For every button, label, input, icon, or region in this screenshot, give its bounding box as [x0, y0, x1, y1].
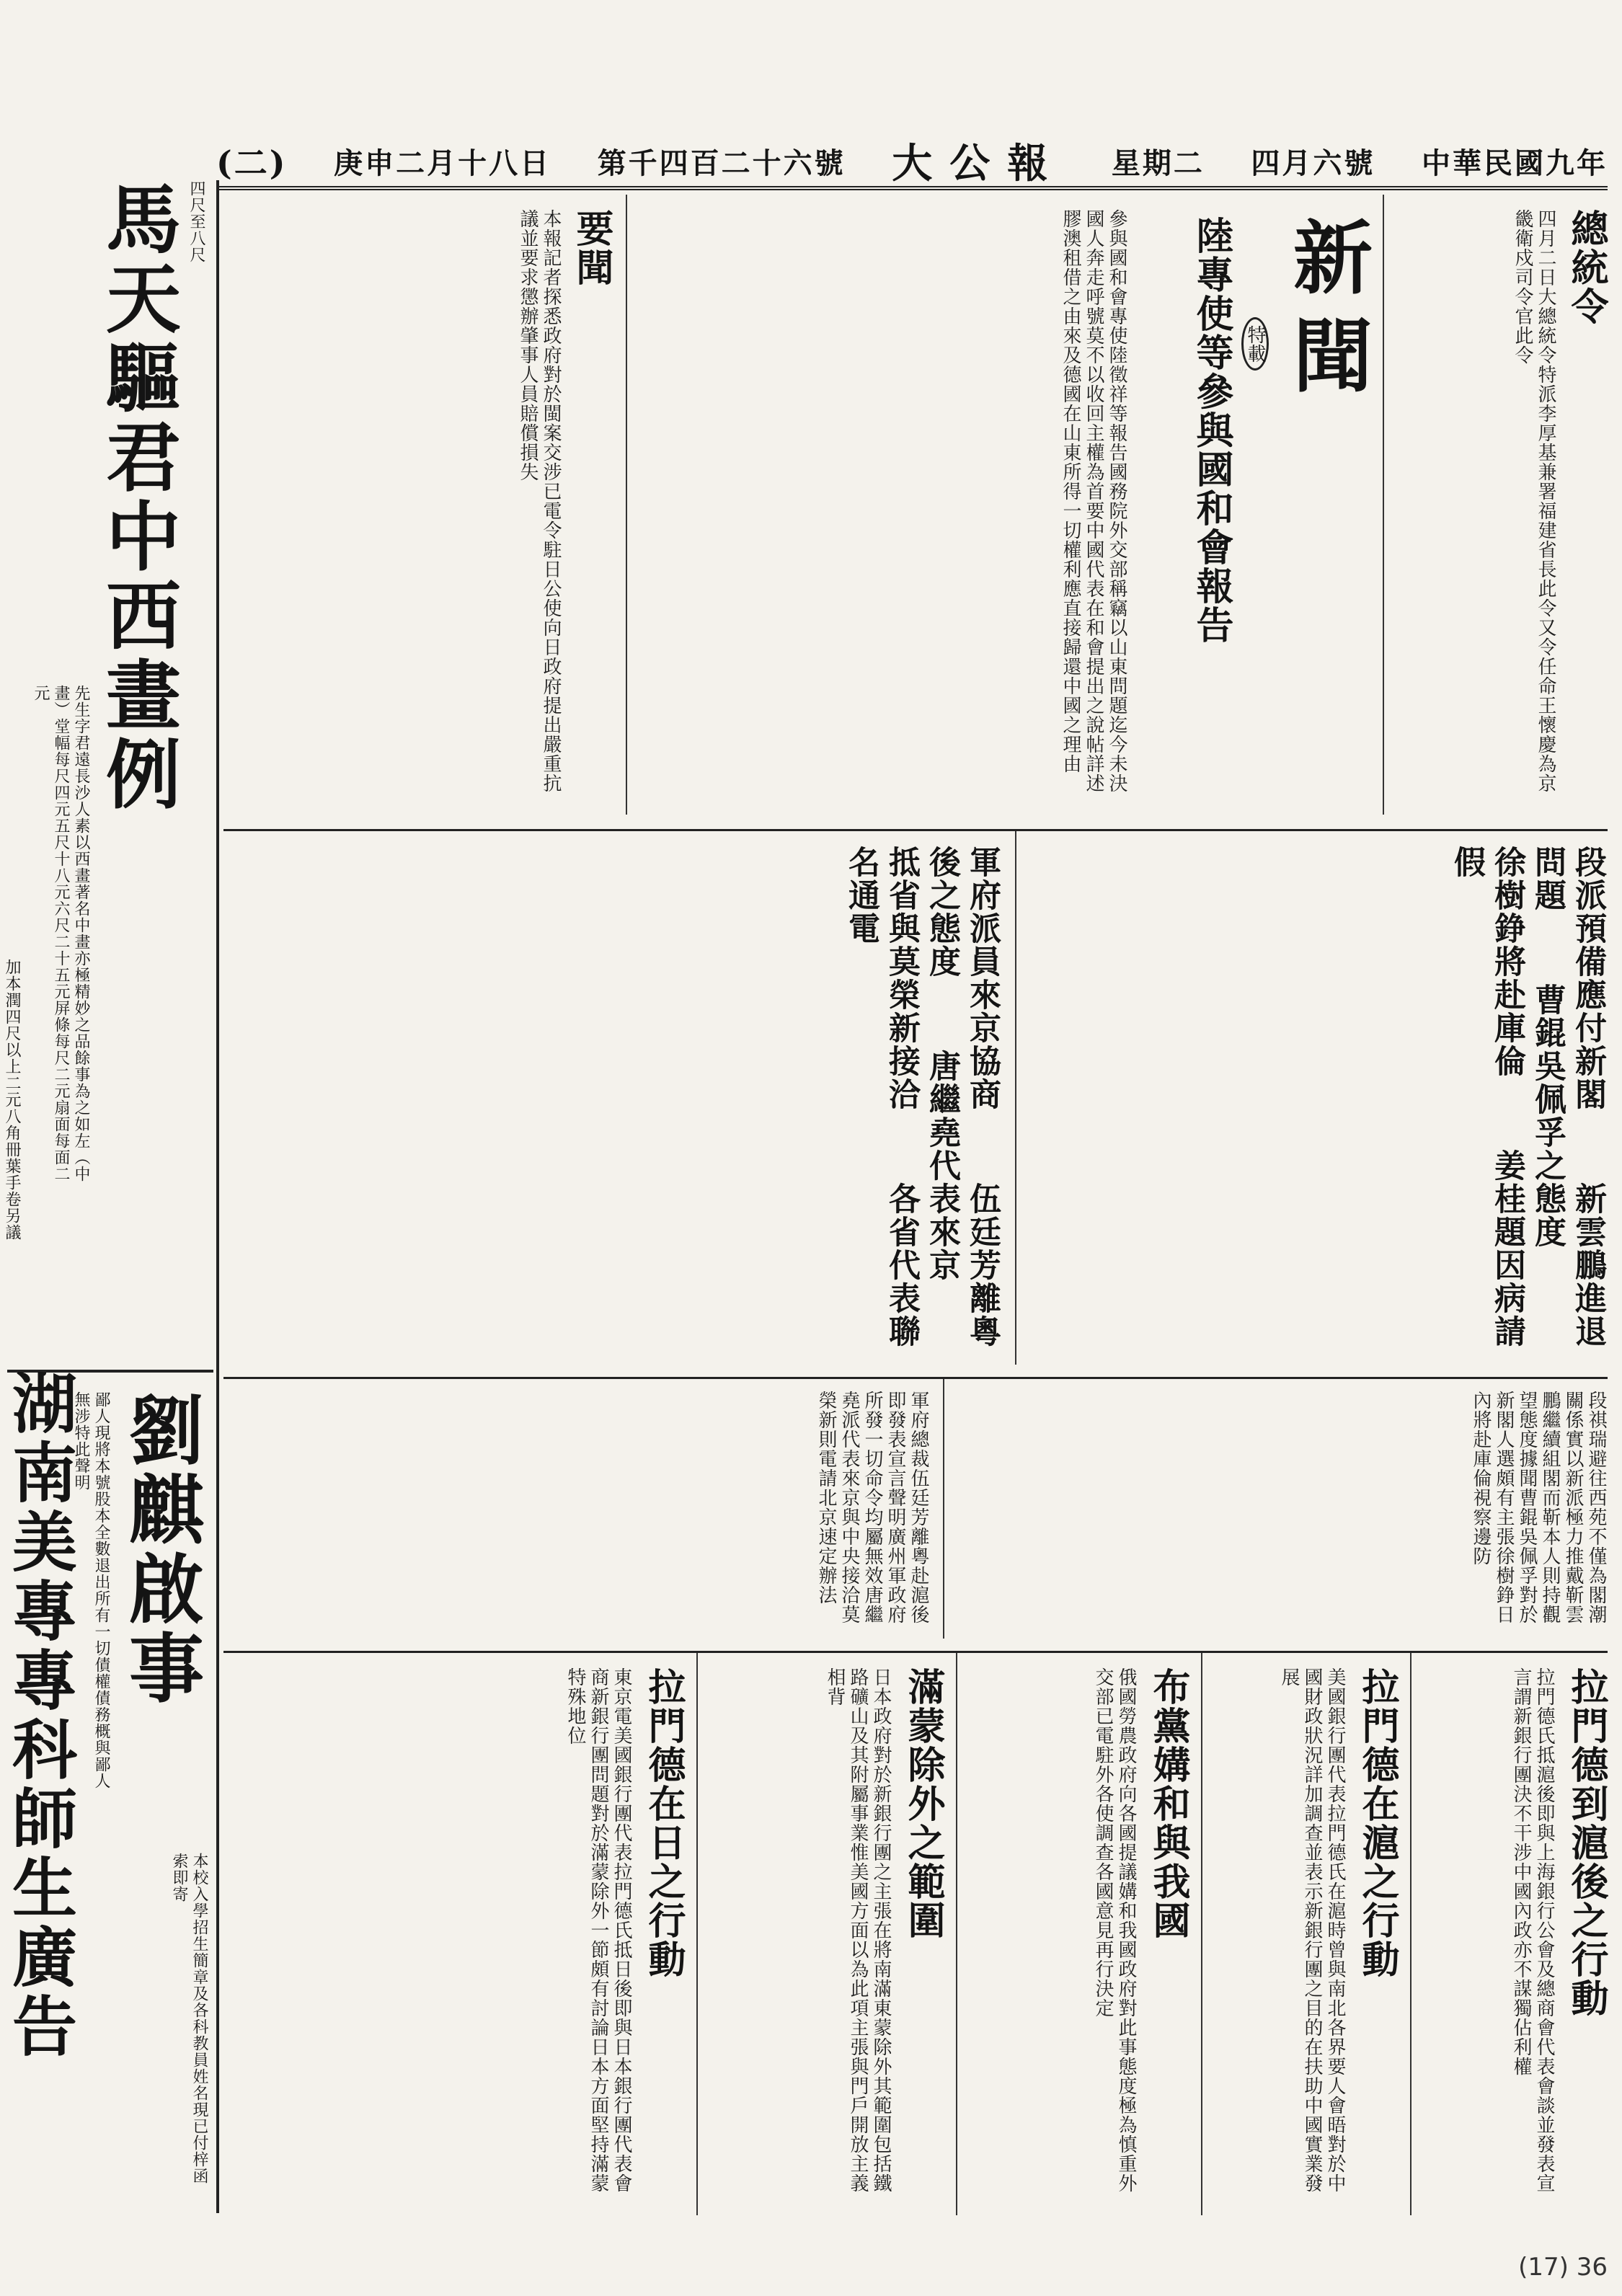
- col3-headline: 軍府派員來京協商: [964, 846, 1001, 1111]
- col2-headline: 曹錕吳佩孚之態度: [1529, 983, 1566, 1249]
- section-title: 新聞: [1280, 216, 1373, 412]
- news-row-top: [223, 195, 1608, 815]
- bottom-headline-4: 拉門德在滬之行動: [1355, 1667, 1399, 1979]
- col3-headline: 各省代表聯名通電: [843, 846, 920, 1348]
- news-row-middle: [223, 829, 1608, 1365]
- ad2-title: 劉麒啟事: [116, 1391, 205, 1708]
- ad1-prices: 加本潤四尺以上二元八角冊葉手卷另議: [3, 959, 21, 1241]
- col2-headline: 段派預備應付新閣: [1569, 846, 1606, 1111]
- ad1-body: 先生字君遠長沙人素以西畫著名中畫亦極精妙之品餘事為之如左（中畫）堂幅每尺四元五尺十八元六尺二十五元屏條每尺二元扇面每面二元: [32, 685, 90, 1182]
- bottom-headline-2: 滿蒙除外之範圍: [901, 1667, 945, 1940]
- bottom-body-4: 美國銀行團代表拉門德氏在滬時曾與南北各界要人會晤對於中國財政狀況詳加調查並表示新銀行團之目的在扶助中國實業發展: [1278, 1667, 1346, 2193]
- column-rule: [696, 1653, 698, 2215]
- col2-headline: 新雲鵬進退問題: [1529, 846, 1606, 1348]
- telegraph-title: 總統令: [1564, 209, 1608, 326]
- bottom-headline-3: 布黨媾和與我國: [1146, 1667, 1190, 1940]
- news-row-bottom: [223, 1651, 1608, 2215]
- masthead-lunar-date: 庚申二月十八日: [334, 146, 551, 180]
- page-number: (17) 36: [1518, 2253, 1608, 2282]
- bottom-headline-5: 拉門德到滬後之行動: [1564, 1667, 1608, 2018]
- bottom-body-2: 日本政府對於新銀行團之主張在將南滿東蒙除外其範圍包括鐵路礦山及其附屬事業惟美國方面以為此項主張與門戶開放主義相背: [824, 1667, 892, 2193]
- bottom-body-3: 俄國勞農政府向各國提議媾和我國政府對此事態度極為慎重外交部已電駐外各使調查各國意見再行決定: [1092, 1667, 1137, 2193]
- bottom-body-5: 拉門德氏抵滬後即與上海銀行公會及總商會代表會談並發表宣言謂新銀行團決不干涉中國內政亦不謀獨佔利權: [1510, 1667, 1555, 2193]
- ad3-body: 本校入學招生簡章及各科教員姓名現已付梓函索即寄: [170, 1853, 208, 2184]
- ad3-title: 湖南美專專科師生廣告: [1, 1370, 77, 2062]
- note-body: 本報記者探悉政府對於閩案交涉已電令駐日公使向日政府提出嚴重抗議並要求懲辦肇事人員賠償損失: [517, 209, 562, 793]
- masthead-paper-name: 大公報: [892, 140, 1065, 187]
- masthead-date-ad: 中華民國九年: [1422, 146, 1608, 180]
- note-headline: 要聞: [570, 209, 613, 287]
- col2-headline: 徐樹錚將赴庫倫: [1489, 846, 1525, 1078]
- col3-headline: 伍廷芳離粵後之態度: [923, 846, 1001, 1348]
- ad1-small-top: 四尺至八尺: [187, 180, 205, 263]
- lead-body: 參與國和會專使陸徵祥等報告國務院外交部稱竊以山東問題迄今未決國人奔走呼號莫不以收回主權為首要中國代表在和會提出之說帖詳述膠澳租借之由來及德國在山東所得一切權利應直接歸還中國之理由: [1060, 209, 1127, 793]
- column-rule: [626, 195, 627, 815]
- column-rule: [1383, 195, 1384, 815]
- bottom-headline-1: 拉門德在日之行動: [642, 1667, 686, 1979]
- col2-headlines: [1031, 846, 1608, 1350]
- bottom-body-1: 東京電美國銀行團代表拉門德氏抵日後即與日本銀行團代表會商新銀行團問題對於滿蒙除外一節頗有討論日本方面堅持滿蒙特殊地位: [564, 1667, 632, 2193]
- col3-body: 軍府總裁伍廷芳離粵赴滬後即發表宣言聲明廣州軍政府所發一切命令均屬無效唐繼堯派代表來京與中央接洽莫榮新則電請北京速定辦法: [815, 1391, 929, 1624]
- ad2-body: 鄙人現將本號股本全數退出所有一切債權債務概與鄙人無涉特此聲明: [72, 1391, 110, 1789]
- masthead-date-md: 四月六號: [1251, 146, 1375, 180]
- col3-headline: 抵省與莫榮新接洽: [883, 846, 920, 1111]
- col3-headline: 唐繼堯代表來京: [923, 1050, 960, 1282]
- col3-headlines: [238, 846, 1002, 1350]
- column-rule: [956, 1653, 957, 2215]
- column-rule: [1410, 1653, 1412, 2215]
- left-ad-column: [1, 180, 219, 2213]
- masthead: [216, 136, 1608, 190]
- masthead-issue: 第千四百二十六號: [597, 146, 846, 180]
- masthead-page: (二): [216, 143, 288, 182]
- col2-body: 段祺瑞避往西苑不僅為閣潮關係實以新派極力推戴靳雲鵬繼續組閣而靳本人則持觀望態度據聞曹錕吳佩孚對於新閣人選頗有主張徐樹錚日內將赴庫倫視察邊防: [1470, 1391, 1607, 1624]
- news-row-secondary: [223, 1377, 1608, 1639]
- ad1-title: 馬天驅君中西畫例: [93, 180, 182, 815]
- column-rule: [1015, 831, 1016, 1365]
- column-rule: [1201, 1653, 1202, 2215]
- col2-headline: 姜桂題因病請假: [1448, 846, 1525, 1348]
- lead-headline: 陸專使等參與國和會報告: [1189, 216, 1233, 644]
- masthead-weekday: 星期二: [1111, 146, 1205, 180]
- telegraph-body: 四月二日大總統令特派李厚基兼署福建省長此令又令任命王懷慶為京畿衛戍司令官此令: [1512, 209, 1556, 793]
- news-content: [223, 195, 1608, 2213]
- column-rule: [943, 1379, 944, 1639]
- section-subtitle: 特載: [1246, 317, 1269, 490]
